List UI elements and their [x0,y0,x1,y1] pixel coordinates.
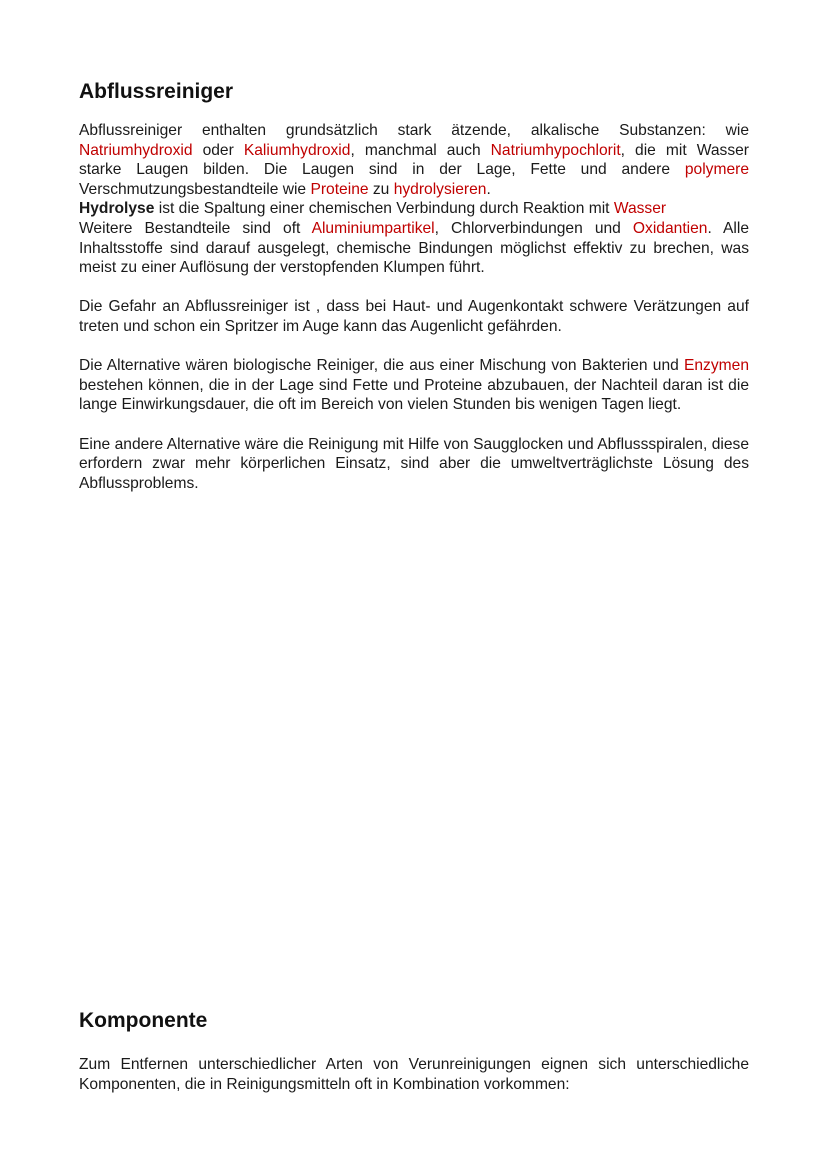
paragraph-alternative-bio: Die Alternative wären biologische Reiniger, die aus einer Mischung von Bakterien und Enzymen bestehen können, die in der Lage sind Fette und Proteine abzubauen, der Nachteil daran ist die lange Einwirkungsdauer, die oft im Bereich von vielen Stunden bis wenigen Tagen liegt. [79,357,749,414]
highlight-term: Wasser [613,200,667,218]
paragraph-hydrolyse: Hydrolyse ist die Spaltung einer chemischen Verbindung durch Reaktion mit Wasser [79,200,667,218]
bold-term: Hydrolyse [79,200,155,218]
paragraph-komponente: Zum Entfernen unterschiedlicher Arten von Verunreinigungen eignen sich unterschiedliche Komponenten, die in Reinigungsmitteln oft in Kombination vorkommen: [79,1056,749,1093]
highlight-term: Natriumhypochlorit [490,141,621,159]
paragraph-gefahr: Die Gefahr an Abflussreiniger ist , dass bei Haut- und Augenkontakt schwere Verätzungen auf treten und schon ein Spritzer im Auge kann das Augenlicht gefährden. [79,298,749,335]
section-heading: Abflussreiniger [79,80,234,103]
highlight-term: Aluminiumpartikel [311,219,435,237]
highlight-term: Oxidantien [632,219,708,237]
paragraph-intro: Abflussreiniger enthalten grundsätzlich stark ätzende, alkalische Substanzen: wie Natriumhydroxid oder Kaliumhydroxid, manchmal auch Natriumhypochlorit, die mit Wasser starke Laugen bilden. Die Laugen sind in der Lage, Fette und andere polymere Verschmutzungsbestandteile wie Proteine zu hydrolysieren. [79,122,750,198]
highlight-term: Proteine [310,180,369,198]
section-heading: Komponente [79,1009,208,1032]
highlight-term: polymere [684,161,749,179]
highlight-term: Kaliumhydroxid [243,141,351,159]
section-abflussreiniger [79,79,749,493]
highlight-term: Natriumhydroxid [79,141,193,159]
highlight-term: Enzymen [683,357,749,375]
paragraph-bestandteile: Weitere Bestandteile sind oft Aluminiumpartikel, Chlorverbindungen und Oxidantien. Alle Inhaltsstoffe sind darauf ausgelegt, chemische Bindungen möglichst effektiv zu brechen, was meist zu einer Auflösung der verstopfenden Klumpen führt. [79,219,749,277]
section-komponente [79,1008,749,1094]
paragraph-alternative-mech: Eine andere Alternative wäre die Reinigung mit Hilfe von Saugglocken und Abflussspiralen, diese erfordern zwar mehr körperlichen Einsatz, sind aber die umweltverträglichste Lösung des Abflussproblems. [79,435,749,492]
highlight-term: hydrolysieren [393,180,487,198]
